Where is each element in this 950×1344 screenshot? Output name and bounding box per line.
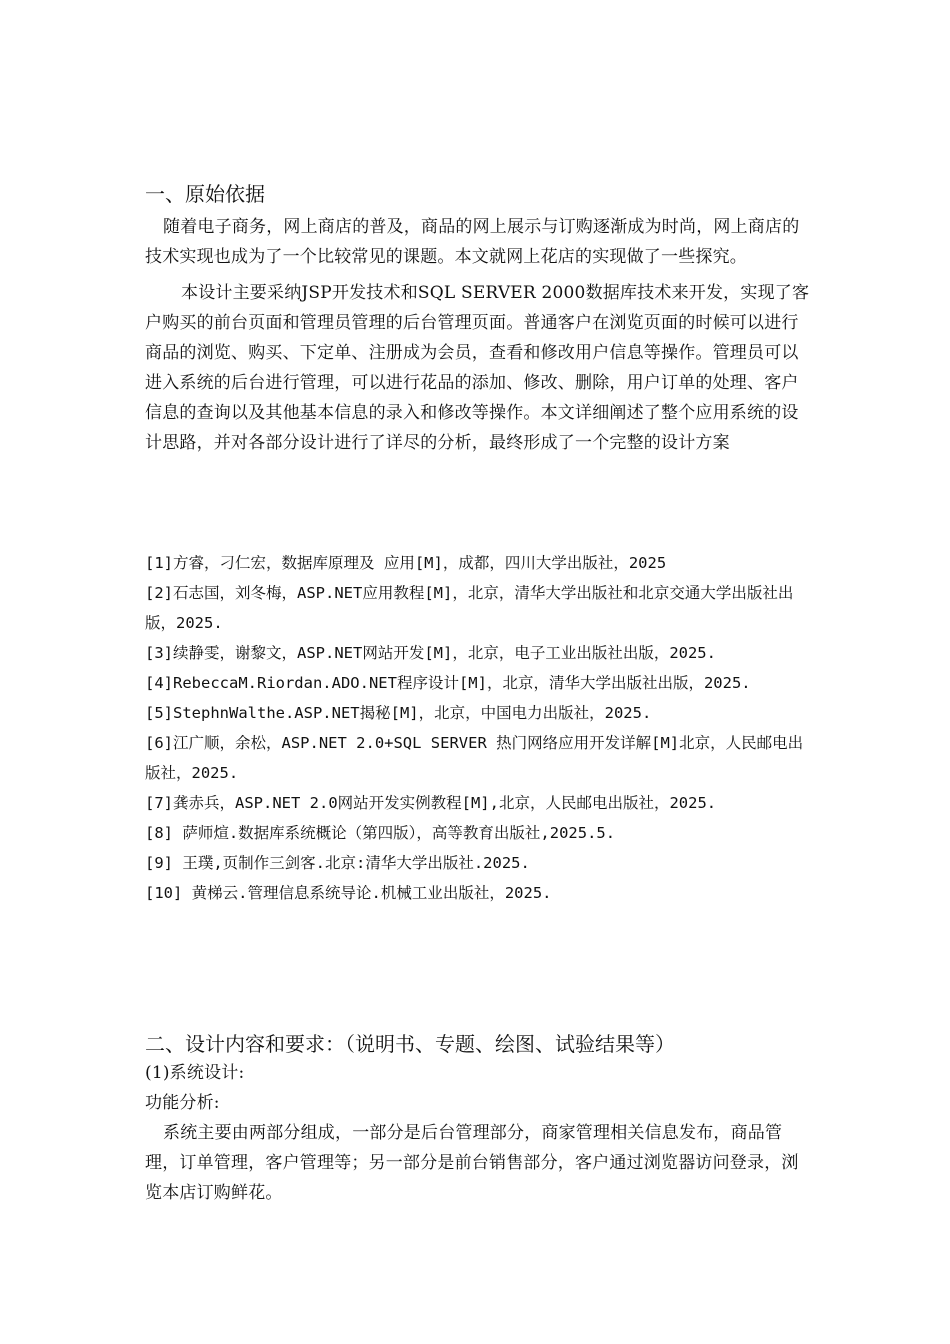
- reference-list: [145, 548, 815, 908]
- reference-item: [4]RebeccaM.Riordan.ADO.NET程序设计[M]，北京，清华大学出版社出版，2025.: [145, 674, 751, 692]
- reference-item: [3]续静雯，谢黎文，ASP.NET网站开发[M]，北京，电子工业出版社出版，2025.: [145, 644, 716, 662]
- reference-item: [7]龚赤兵，ASP.NET 2.0网站开发实例教程[M],北京，人民邮电出版社，2025.: [145, 794, 717, 812]
- reference-item: [2]石志国，刘冬梅，ASP.NET应用教程[M]，北京，清华大学出版社和北京交通大学出版社出版，2025.: [145, 584, 794, 632]
- subheading: (1)系统设计:: [145, 1063, 245, 1083]
- paragraph: 本设计主要采纳JSP开发技术和SQL SERVER 2000数据库技术来开发，实现了客户购买的前台页面和管理员管理的后台管理页面。普通客户在浏览页面的时候可以进行商品的浏览、购买、下定单、注册成为会员，查看和修改用户信息等操作。管理员可以进入系统的后台进行管理，可以进行花品的添加、修改、删除，用户订单的处理、客户信息的查询以及其他基本信息的录入和修改等操作。本文详细阐述了整个应用系统的设计思路，并对各部分设计进行了详尽的分析，最终形成了一个完整的设计方案: [145, 283, 810, 453]
- section-original-basis: [145, 180, 815, 458]
- section-heading: 二、设计内容和要求：（说明书、专题、绘图、试验结果等）: [145, 1032, 675, 1056]
- section-design-content: [145, 1030, 815, 1208]
- reference-item: [8] 萨师煊.数据库系统概论（第四版），高等教育出版社,2025.5.: [145, 824, 616, 842]
- section-heading: 一、原始依据: [145, 182, 265, 206]
- subheading: 功能分析:: [145, 1093, 220, 1113]
- paragraph: 系统主要由两部分组成，一部分是后台管理部分，商家管理相关信息发布，商品管理，订单管理，客户管理等；另一部分是前台销售部分，客户通过浏览器访问登录，浏览本店订购鲜花。: [145, 1123, 799, 1203]
- reference-item: [9] 王璞,页制作三剑客.北京:清华大学出版社.2025.: [145, 854, 530, 872]
- reference-item: [5]StephnWalthe.ASP.NET揭秘[M]，北京，中国电力出版社，2025.: [145, 704, 652, 722]
- reference-item: [1]方睿，刁仁宏，数据库原理及 应用[M]，成都，四川大学出版社，2025: [145, 554, 667, 572]
- reference-item: [10] 黄梯云.管理信息系统导论.机械工业出版社，2025.: [145, 884, 552, 902]
- reference-item: [6]江广顺，余松，ASP.NET 2.0+SQL SERVER 热门网络应用开发详解[M]北京，人民邮电出版社，2025.: [145, 734, 804, 782]
- paragraph: 随着电子商务，网上商店的普及，商品的网上展示与订购逐渐成为时尚，网上商店的技术实现也成为了一个比较常见的课题。本文就网上花店的实现做了一些探究。: [145, 217, 800, 267]
